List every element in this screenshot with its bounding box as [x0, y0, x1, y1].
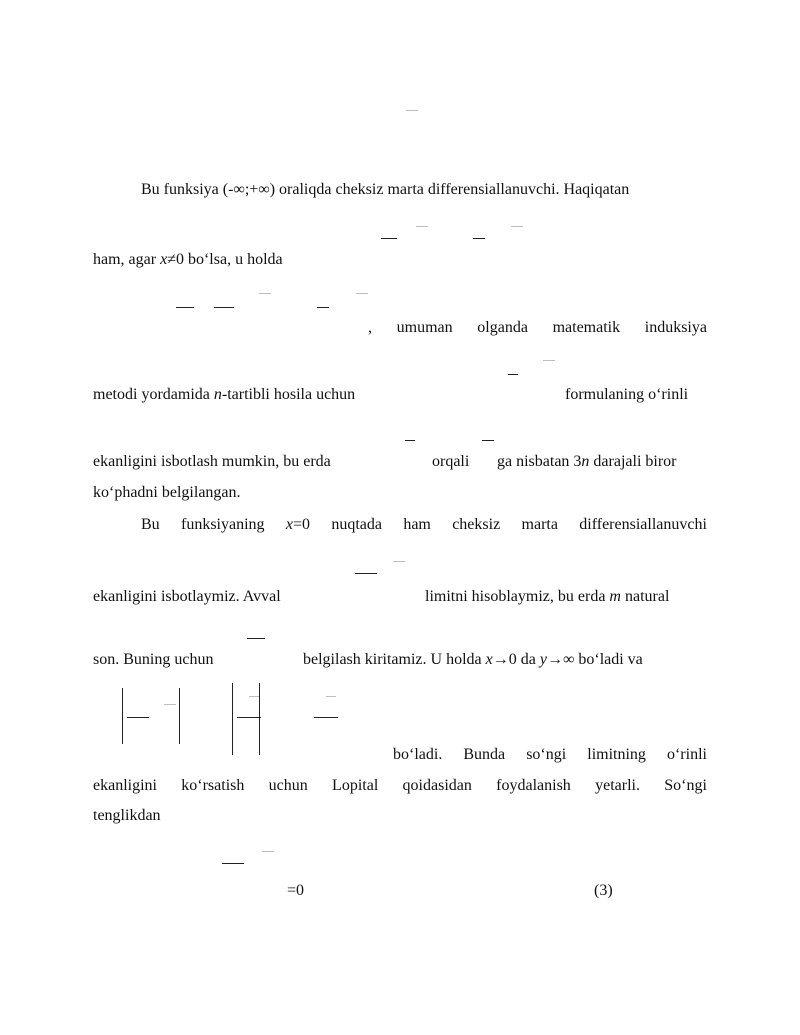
- formula-fraction-bar: [262, 851, 274, 852]
- p2-line-2-b: [425, 587, 669, 607]
- text: ham, agar: [93, 251, 161, 268]
- p2-line-6: tenglikdan: [93, 807, 161, 824]
- p2-line-1: [141, 515, 707, 535]
- p1-line-6: ko‘phadni belgilangan.: [93, 484, 241, 501]
- final-equation-result: =0: [287, 882, 305, 899]
- variable-x: x: [160, 251, 168, 268]
- text: belgilash kiritamiz. U holda: [303, 651, 486, 668]
- word: so‘ngi: [526, 746, 567, 763]
- word: foydalanish: [496, 777, 571, 794]
- p2-line-3-b: [303, 650, 643, 670]
- text: -tartibli hosila uchun: [221, 386, 356, 403]
- formula-fraction-bar: [543, 360, 555, 361]
- word: [286, 515, 310, 535]
- abs-value-bar: [179, 688, 180, 744]
- formula-fraction-bar: [259, 293, 271, 294]
- formula-fraction-bar: [314, 717, 338, 718]
- word: umuman: [396, 319, 453, 336]
- formula-fraction-bar: [176, 307, 194, 308]
- p1-line-1: Bu funksiya (-∞;+∞) oraliqda cheksiz marta differensiallanuvchi. Haqiqatan: [141, 181, 630, 198]
- p2-line-2-a: ekanligini isbotlaymiz. Avval: [93, 588, 281, 605]
- p2-line-3-a: son. Buning uchun: [93, 651, 214, 668]
- abs-value-bar: [232, 683, 233, 755]
- text: limitni hisoblaymiz, bu erda: [425, 588, 610, 605]
- variable-n: n: [213, 386, 222, 403]
- formula-fraction-bar: [508, 374, 518, 375]
- word: o‘rinli: [666, 746, 707, 763]
- formula-fraction-bar: [393, 561, 405, 562]
- formula-fraction-bar: [127, 717, 149, 718]
- p2-line-5: [93, 776, 707, 796]
- formula-fraction-bar: [317, 307, 329, 308]
- text: darajali biror: [589, 453, 677, 470]
- p1-line-5-c: [497, 452, 677, 472]
- p1-line-4-end: formulaning o‘rinli: [565, 386, 689, 403]
- abs-value-bar: [259, 683, 260, 755]
- formula-fraction-bar: [416, 226, 428, 227]
- variable-m: m: [609, 588, 621, 605]
- word: ekanligini: [93, 777, 157, 794]
- word: qoidasidan: [402, 777, 472, 794]
- text: ga nisbatan 3: [497, 453, 582, 470]
- text: ≠0 bo‘lsa, u holda: [167, 251, 283, 268]
- formula-fraction-bar: [164, 704, 176, 705]
- abs-value-bar: [122, 688, 123, 744]
- p1-line-5-b: orqali: [432, 453, 470, 470]
- word: Lopital: [332, 777, 379, 794]
- p1-line-3: [368, 318, 707, 338]
- variable-x: x: [285, 516, 293, 533]
- formula-fraction-bar: [214, 307, 234, 308]
- word: ko‘rsatish: [181, 777, 245, 794]
- word: So‘ngi: [664, 777, 707, 794]
- text: →0 da: [492, 651, 540, 668]
- word: yetarli.: [595, 777, 640, 794]
- formula-fraction-bar: [406, 110, 418, 111]
- word: Bu: [141, 516, 160, 533]
- word: matematik: [552, 319, 621, 336]
- p2-line-4: [393, 745, 707, 765]
- text: metodi yordamida: [93, 386, 214, 403]
- word: uchun: [268, 777, 308, 794]
- formula-fraction-bar: [482, 440, 494, 441]
- word: funksiyaning: [181, 516, 265, 533]
- word: differensiallanuvchi: [579, 516, 707, 533]
- word: ,: [368, 319, 372, 336]
- word: bo‘ladi.: [393, 746, 443, 763]
- formula-fraction-bar: [381, 238, 397, 239]
- p1-line-5-a: ekanligini isbotlash mumkin, bu erda: [93, 453, 331, 470]
- text: natural: [620, 588, 670, 605]
- formula-fraction-bar: [511, 226, 523, 227]
- formula-fraction-bar: [247, 638, 265, 639]
- word: cheksiz: [452, 516, 501, 533]
- word: Bunda: [463, 746, 506, 763]
- text: =0: [292, 516, 311, 533]
- p1-line-2: [93, 250, 283, 270]
- variable-n: n: [581, 453, 590, 470]
- word: ham: [403, 516, 431, 533]
- word: nuqtada: [331, 516, 382, 533]
- word: olganda: [477, 319, 528, 336]
- equation-number: (3): [594, 882, 613, 899]
- word: limitning: [587, 746, 646, 763]
- word: marta: [521, 516, 558, 533]
- formula-fraction-bar: [237, 717, 261, 718]
- formula-fraction-bar: [356, 293, 368, 294]
- formula-fraction-bar: [249, 696, 259, 697]
- text: →∞ bo‘ladi va: [546, 651, 643, 668]
- variable-y: y: [539, 651, 547, 668]
- p1-line-4: [93, 385, 355, 405]
- formula-fraction-bar: [326, 696, 336, 697]
- formula-fraction-bar: [473, 238, 485, 239]
- variable-x: x: [485, 651, 493, 668]
- formula-fraction-bar: [222, 863, 244, 864]
- formula-fraction-bar: [405, 440, 415, 441]
- formula-fraction-bar: [355, 573, 377, 574]
- word: induksiya: [644, 319, 707, 336]
